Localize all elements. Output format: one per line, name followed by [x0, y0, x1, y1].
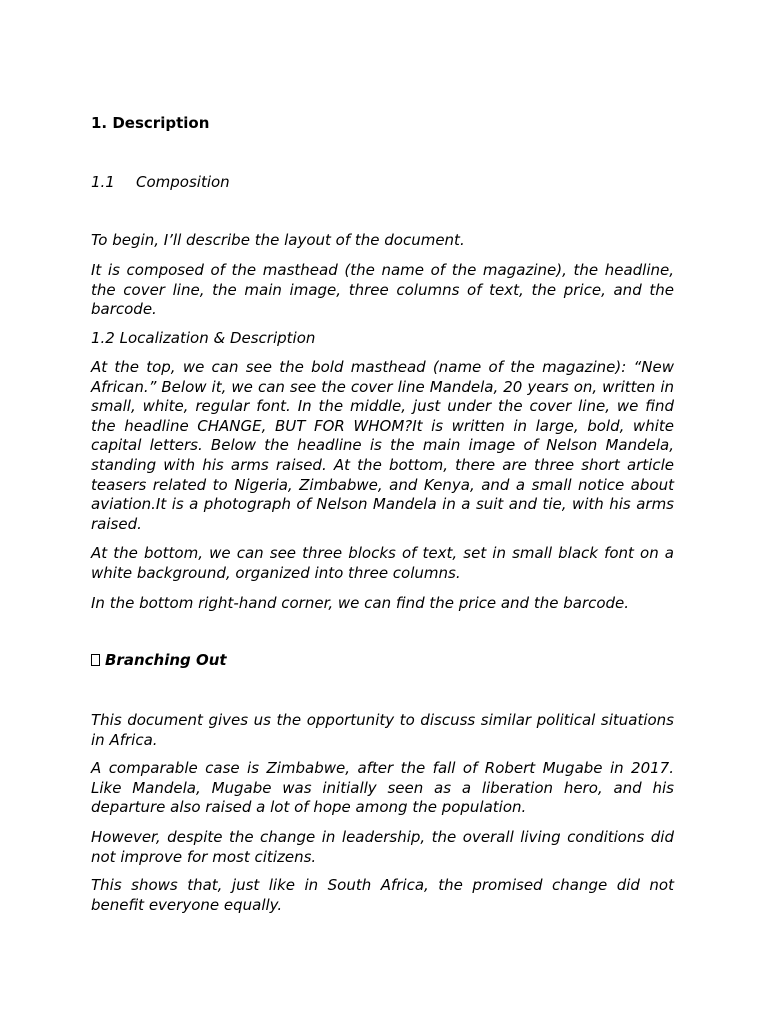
- paragraph: This document gives us the opportunity to discuss similar political situations in Africa.: [91, 711, 674, 749]
- paragraph: It is composed of the masthead (the name of the magazine), the headline, the cover line, the main image, three columns of text, the price, and the barcode.: [91, 261, 674, 319]
- section-heading-text: Branching Out: [105, 651, 227, 669]
- subsection-title: Composition: [136, 173, 230, 191]
- paragraph: At the bottom, we can see three blocks of text, set in small black font on a white background, organized into three columns.: [91, 544, 674, 582]
- section-heading-description: 1. Description: [91, 114, 210, 132]
- subsection-heading-composition: [91, 173, 674, 192]
- paragraph: In the bottom right-hand corner, we can find the price and the barcode.: [91, 594, 630, 612]
- box-bullet-icon: [91, 654, 100, 666]
- paragraph: However, despite the change in leadership, the overall living conditions did not improve for most citizens.: [91, 828, 674, 866]
- paragraph: At the top, we can see the bold masthead (name of the magazine): “New African.” Below it, we can see the cover line Mandela, 20 years on, written in small, white, regular font. In the middle, just under the cover line, we find the headline CHANGE, BUT FOR WHOM?It is written in large, bold, white capital letters. Below the headline is the main image of Nelson Mandela, standing with his arms raised. At the bottom, there are three short article teasers related to Nigeria, Zimbabwe, and Kenya, and a small notice about aviation.It is a photograph of Nelson Mandela in a suit and tie, with his arms raised.: [91, 358, 674, 533]
- section-heading-branching-out: [91, 651, 674, 670]
- subsection-heading-localization: 1.2 Localization & Description: [91, 329, 316, 347]
- paragraph: To begin, I’ll describe the layout of the document.: [91, 231, 465, 249]
- subsection-number: 1.1: [91, 173, 115, 191]
- paragraph: A comparable case is Zimbabwe, after the fall of Robert Mugabe in 2017. Like Mandela, Mugabe was initially seen as a liberation hero, and his departure also raised a lot of hope among the population.: [91, 759, 674, 817]
- paragraph: This shows that, just like in South Africa, the promised change did not benefit everyone equally.: [91, 876, 674, 914]
